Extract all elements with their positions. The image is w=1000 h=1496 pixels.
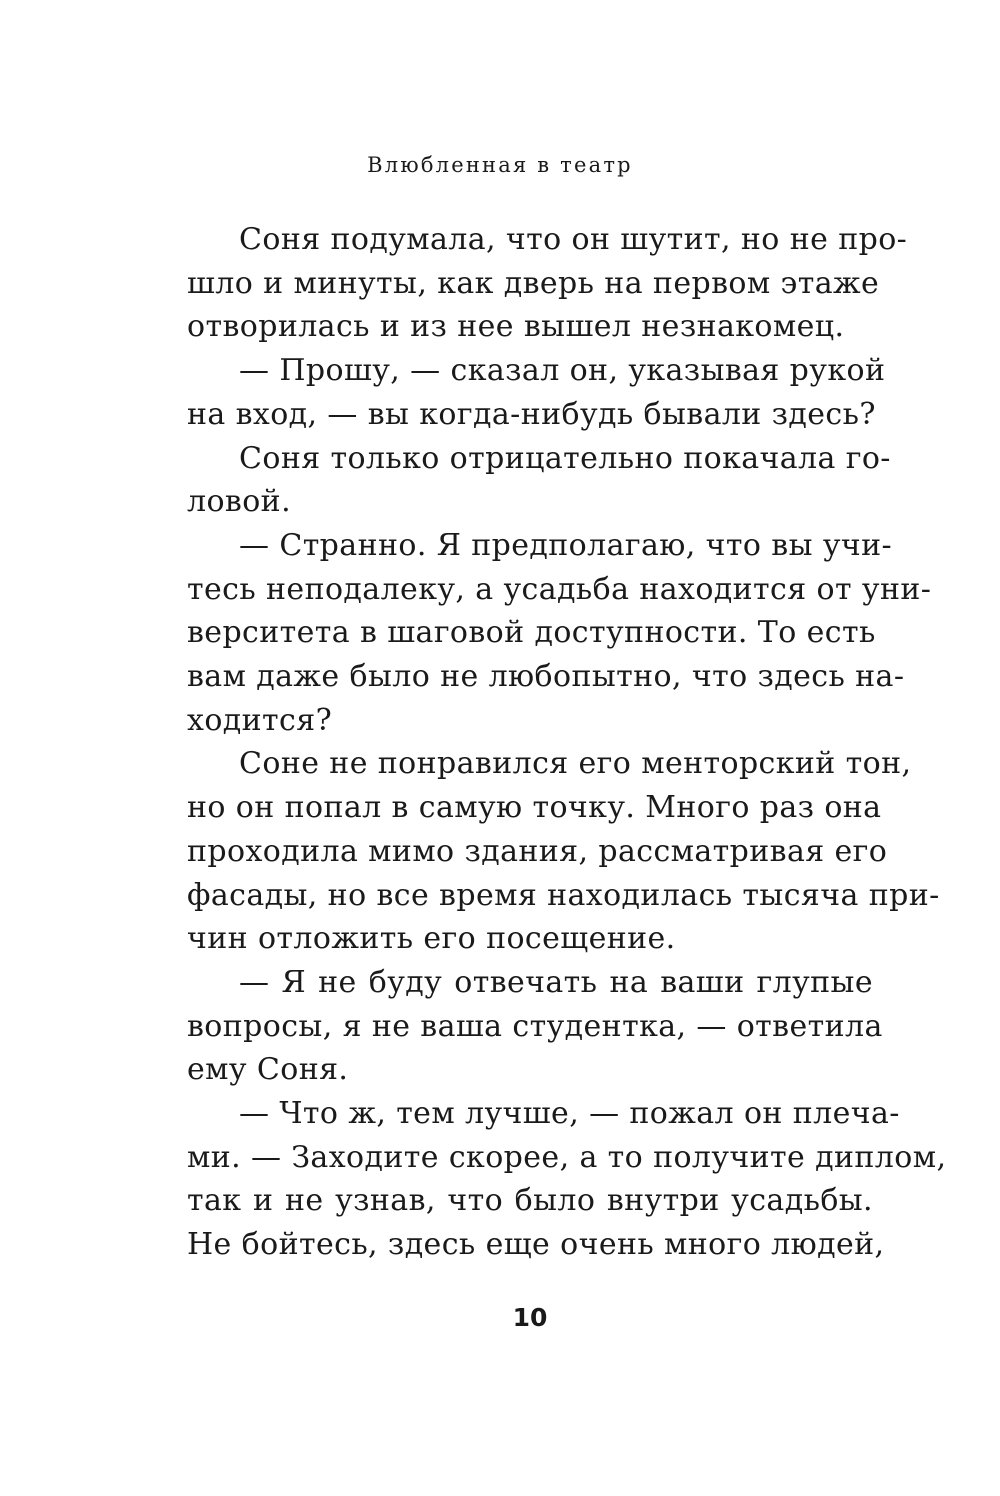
text-line: Не бойтесь, здесь еще очень много людей, — [187, 1227, 885, 1263]
body-text — [187, 218, 947, 1267]
text-line: ходится? — [187, 702, 333, 738]
page-number: 10 — [512, 1303, 548, 1332]
text-line: ему Соня. — [187, 1052, 349, 1088]
text-line: на вход, — вы когда-нибудь бывали здесь? — [187, 396, 876, 432]
text-line: вопросы, я не ваша студентка, — ответила — [187, 1008, 883, 1044]
text-line: ловой. — [187, 484, 292, 520]
text-line: тесь неподалеку, а усадьба находится от уни- — [187, 571, 932, 607]
text-line: — Что ж, тем лучше, — пожал он плеча- — [239, 1096, 900, 1132]
text-line: Соня только отрицательно покачала го- — [239, 440, 891, 476]
text-line: — Я не буду отвечать на ваши глупые — [239, 964, 873, 1000]
text-line: вам даже было не любопытно, что здесь на- — [187, 659, 905, 695]
running-head: Влюбленная в театр — [367, 153, 633, 177]
text-line: проходила мимо здания, рассматривая его — [187, 833, 888, 869]
text-line: ми. — Заходите скорее, а то получите диплом, — [187, 1139, 947, 1175]
text-line: Соне не понравился его менторский тон, — [239, 746, 912, 782]
text-line: фасады, но все время находилась тысяча при- — [187, 877, 940, 913]
text-line: отворилась и из нее вышел незнакомец. — [187, 309, 845, 345]
text-line: чин отложить его посещение. — [187, 921, 676, 957]
text-line: шло и минуты, как дверь на первом этаже — [187, 265, 880, 301]
text-line: но он попал в самую точку. Много раз она — [187, 790, 882, 826]
text-line: — Странно. Я предполагаю, что вы учи- — [239, 527, 893, 563]
text-line: — Прошу, — сказал он, указывая рукой — [239, 353, 886, 389]
text-line: так и не узнав, что было внутри усадьбы. — [187, 1183, 873, 1219]
text-line: Соня подумала, что он шутит, но не про- — [239, 222, 908, 257]
text-line: верситета в шаговой доступности. То есть — [187, 615, 876, 651]
